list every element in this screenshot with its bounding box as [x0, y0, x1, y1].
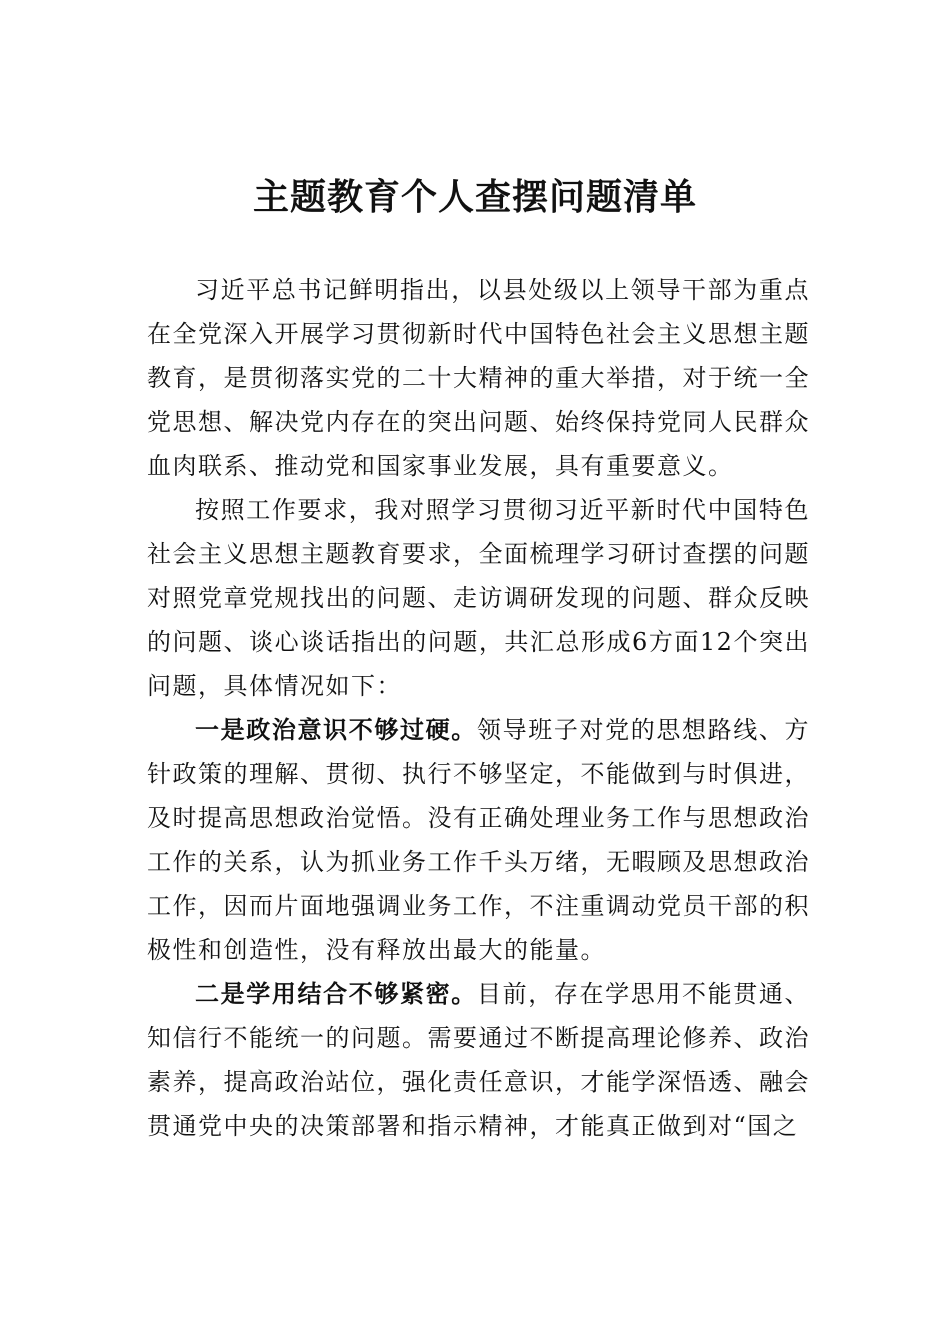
document-body: [147, 268, 810, 1148]
paragraph-intro: [147, 268, 810, 488]
paragraph-overview: [147, 488, 810, 708]
paragraph-text: 按照工作要求，我对照学习贯彻习近平新时代中国特色社会主义思想主题教育要求，全面梳理学习研讨查摆的问题对照党章党规找出的问题、走访调研发现的问题、群众反映的问题、谈心谈话指出的问题，共汇总形成6方面12个突出问题，具体情况如下：: [147, 496, 810, 700]
paragraph-issue-2: [147, 972, 810, 1148]
paragraph-lead: 二是学用结合不够紧密。: [195, 979, 477, 1008]
paragraph-lead: 一是政治意识不够过硬。: [195, 715, 477, 744]
document-title: 主题教育个人查摆问题清单: [252, 176, 697, 218]
paragraph-text: 目前，存在学思用不能贯通、知信行不能统一的问题。需要通过不断提高理论修养、政治素养，提高政治站位，强化责任意识，才能学深悟透、融会贯通党中央的决策部署和指示精神，才能真正做到对“国之: [147, 980, 811, 1140]
paragraph-text: 习近平总书记鲜明指出，以县处级以上领导干部为重点在全党深入开展学习贯彻新时代中国特色社会主义思想主题教育，是贯彻落实党的二十大精神的重大举措，对于统一全党思想、解决党内存在的突出问题、始终保持党同人民群众血肉联系、推动党和国家事业发展，具有重要意义。: [147, 276, 810, 480]
paragraph-issue-1: [147, 708, 810, 972]
paragraph-text: 领导班子对党的思想路线、方针政策的理解、贯彻、执行不够坚定，不能做到与时俱进，及时提高思想政治觉悟。没有正确处理业务工作与思想政治工作的关系，认为抓业务工作千头万绪，无暇顾及思想政治工作，因而片面地强调业务工作，不注重调动党员干部的积极性和创造性，没有释放出最大的能量。: [147, 716, 811, 964]
